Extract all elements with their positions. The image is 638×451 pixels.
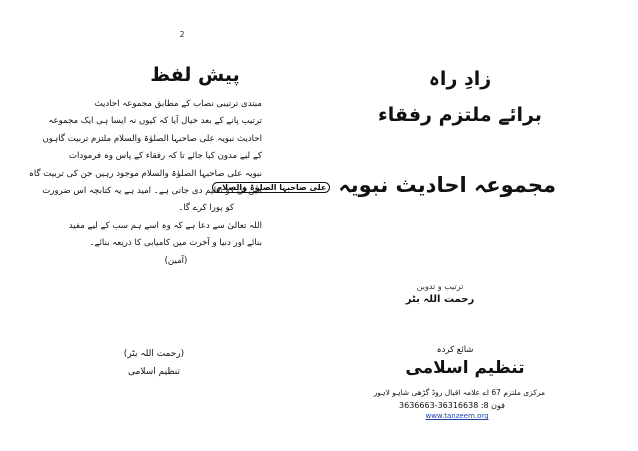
compiler-name: رحمت اللہ بٹر — [405, 294, 475, 305]
preface-line: بنائے اور دنیا و آخرت میں کامیابی کا ذریعہ بنائے۔ — [89, 238, 262, 249]
publisher-address: مرکزی ملتزم 67 اے علامہ اقبال روڈ گڑھی شاہو لاہور — [373, 388, 545, 397]
collection-title-text: مجموعہ احادیث نبویہ — [338, 173, 556, 197]
preface-line: نبویہ علی صاحبہا الصلوٰۃ والسلام موجود رہیں جن کی تربیت گاہ — [28, 168, 262, 179]
preface-line: کے لیے مدون کیا جائے تا کہ رفقاء کے پاس وہ فرمودات — [68, 151, 262, 162]
preface-line: میں ان کو تعلیم دی جاتی ہے۔ امید ہے یہ کتابچہ اس ضرورت — [42, 185, 262, 196]
signature — [118, 345, 190, 381]
preface-line: اللہ تعالیٰ سے دعا ہے کہ وہ اسے ہم سب کے لیے مفید — [68, 220, 262, 231]
publisher-name: تنظیم اسلامی — [405, 358, 525, 378]
preface-line: احادیث نبویہ علی صاحبہا الصلوٰۃ والسلام ملتزم تربیت گاہوں — [42, 133, 262, 144]
website-link[interactable]: www.tanzeem.org — [425, 412, 489, 420]
salutation-seal: علی صاحبہا الصلوٰۃ والسلام — [212, 182, 330, 193]
signature-name: (رحمت اللہ بٹر) — [123, 349, 185, 359]
signature-org: تنظیم اسلامی — [128, 367, 180, 377]
compiled-by-label: ترتیب و تدوین — [416, 282, 464, 291]
preface-line: مبتدی ترتیبی نصاب کے مطابق مجموعہ احادیث — [94, 99, 262, 109]
publisher-label: شائع کردہ — [436, 345, 474, 355]
preface-line: کو پورا کرے گا۔ — [178, 203, 234, 214]
preface-amen: (آمین) — [164, 255, 188, 266]
phone-number: فون 8: 36316638-3636663 — [399, 401, 505, 410]
book-title: زادِ راہ — [428, 68, 492, 90]
book-subtitle: برائے ملتزم رفقاء — [378, 104, 542, 126]
page-number: 2 — [179, 30, 185, 39]
preface-line: ترتیب پانے کے بعد خیال آیا کہ کیوں نہ ایسا ہی ایک مجموعہ — [48, 116, 262, 127]
collection-title — [216, 170, 556, 200]
preface-heading: پیش لفظ — [150, 64, 240, 86]
